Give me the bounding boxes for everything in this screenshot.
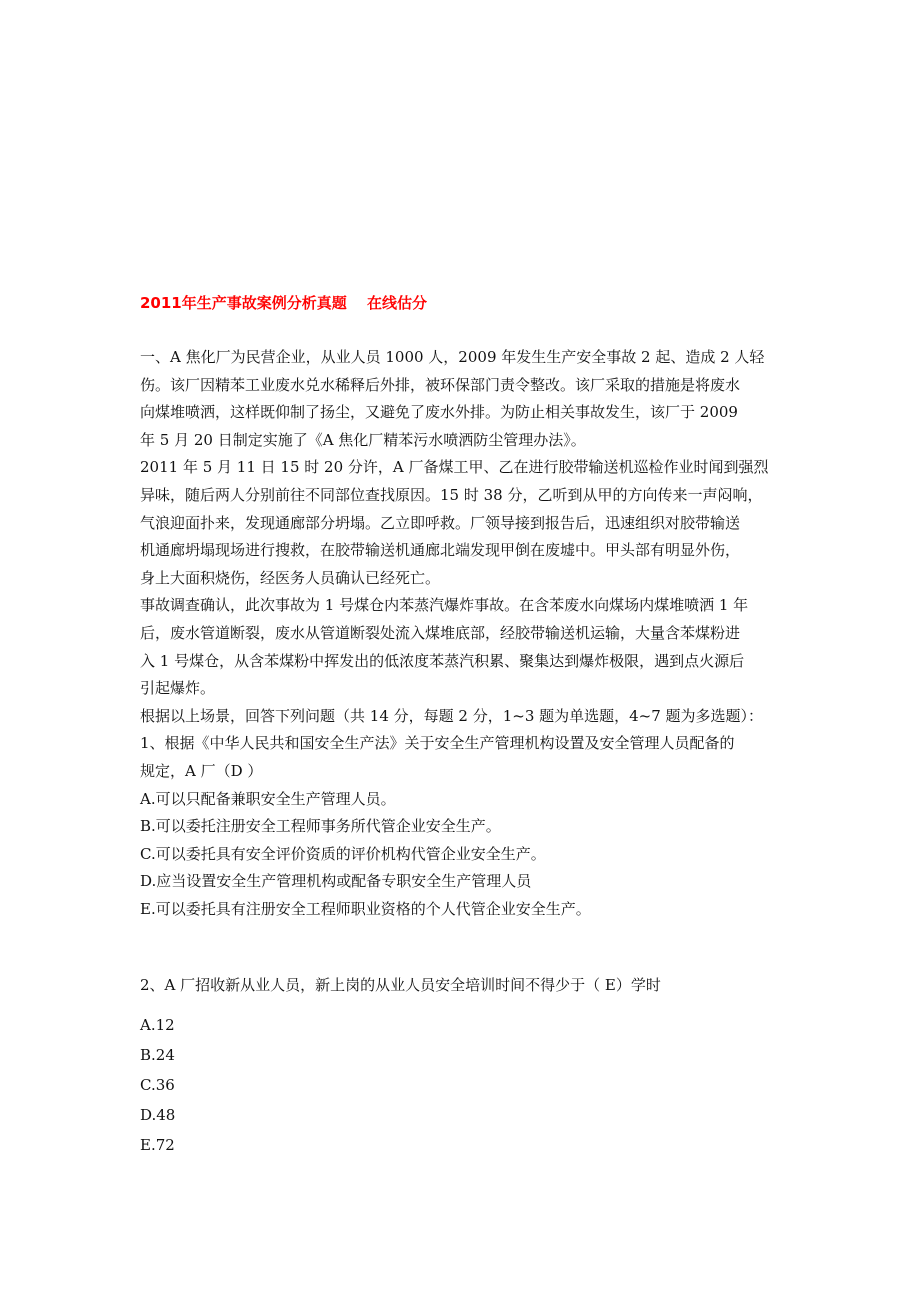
text-line: 伤。该厂因精苯工业废水兑水稀释后外排，被环保部门责令整改。该厂采取的措施是将废水	[140, 375, 741, 394]
question-1-options	[140, 786, 790, 924]
option-e: E.72	[140, 1135, 175, 1154]
paragraph-investigation	[140, 592, 790, 702]
option-a: A.可以只配备兼职安全生产管理人员。	[140, 789, 396, 808]
option-b: B.24	[140, 1045, 175, 1064]
text-line: 入 1 号煤仓，从含苯煤粉中挥发出的低浓度苯蒸汽积累、聚集达到爆炸极限，遇到点火源后	[140, 651, 745, 670]
text-line: 向煤堆喷洒，这样既仰制了扬尘，又避免了废水外排。为防止相关事故发生，该厂于 2009	[140, 403, 738, 422]
paragraph-instructions	[140, 703, 790, 731]
question-2-stem: 2、A 厂招收新从业人员，新上岗的从业人员安全培训时间不得少于（ E）学时	[140, 976, 661, 994]
text-line: 根据以上场景，回答下列问题（共 14 分，每题 2 分，1~3 题为单选题，4~7 题为多选题）：	[140, 706, 764, 725]
case-body	[140, 344, 790, 923]
option-e: E.可以委托具有注册安全工程师职业资格的个人代管企业安全生产。	[140, 899, 591, 918]
text-line: 异味，随后两人分别前往不同部位查找原因。15 时 38 分，乙听到从甲的方向传来一声闷响，	[140, 485, 763, 504]
option-d: D.48	[140, 1105, 176, 1124]
option-c: C.36	[140, 1075, 175, 1094]
question-2	[140, 972, 790, 1160]
text-line: 后，废水管道断裂，废水从管道断裂处流入煤堆底部，经胶带输送机运输，大量含苯煤粉进	[140, 623, 741, 642]
paragraph-intro	[140, 344, 790, 454]
question-1-stem	[140, 730, 790, 785]
option-d: D.应当设置安全生产管理机构或配备专职安全生产管理人员	[140, 872, 532, 891]
text-line: 规定，A 厂（D ）	[140, 761, 263, 780]
text-line: 年 5 月 20 日制定实施了《A 焦化厂精苯污水喷洒防尘管理办法》。	[140, 430, 586, 449]
text-line: 2011 年 5 月 11 日 15 时 20 分许，A 厂备煤工甲、乙在进行胶带输送机巡检作业时闻到强烈	[140, 458, 769, 477]
text-line: 引起爆炸。	[140, 679, 216, 698]
text-line: 1、根据《中华人民共和国安全生产法》关于安全生产管理机构设置及安全管理人员配备的	[140, 734, 735, 753]
option-c: C.可以委托具有安全评价资质的评价机构代管企业安全生产。	[140, 844, 546, 863]
text-line: 一、A 焦化厂为民营企业，从业人员 1000 人，2009 年发生生产安全事故 2 起、造成 2 人轻	[140, 348, 765, 366]
question-2-options	[140, 1010, 790, 1160]
text-line: 身上大面积烧伤，经医务人员确认已经死亡。	[140, 568, 441, 587]
option-b: B.可以委托注册安全工程师事务所代管企业安全生产。	[140, 817, 501, 836]
text-line: 气浪迎面扑来，发现通廊部分坍塌。乙立即呼救。厂领导接到报告后，迅速组织对胶带输送	[140, 513, 741, 532]
text-line: 机通廊坍塌现场进行搜救，在胶带输送机通廊北端发现甲倒在废墟中。甲头部有明显外伤，	[140, 541, 741, 560]
text-line: 事故调查确认，此次事故为 1 号煤仓内苯蒸汽爆炸事故。在含苯废水向煤场内煤堆喷洒 1 年	[140, 596, 749, 615]
document-title: 2011年生产事故案例分析真题 在线估分	[140, 294, 427, 312]
paragraph-incident	[140, 454, 790, 592]
option-a: A.12	[140, 1015, 175, 1034]
